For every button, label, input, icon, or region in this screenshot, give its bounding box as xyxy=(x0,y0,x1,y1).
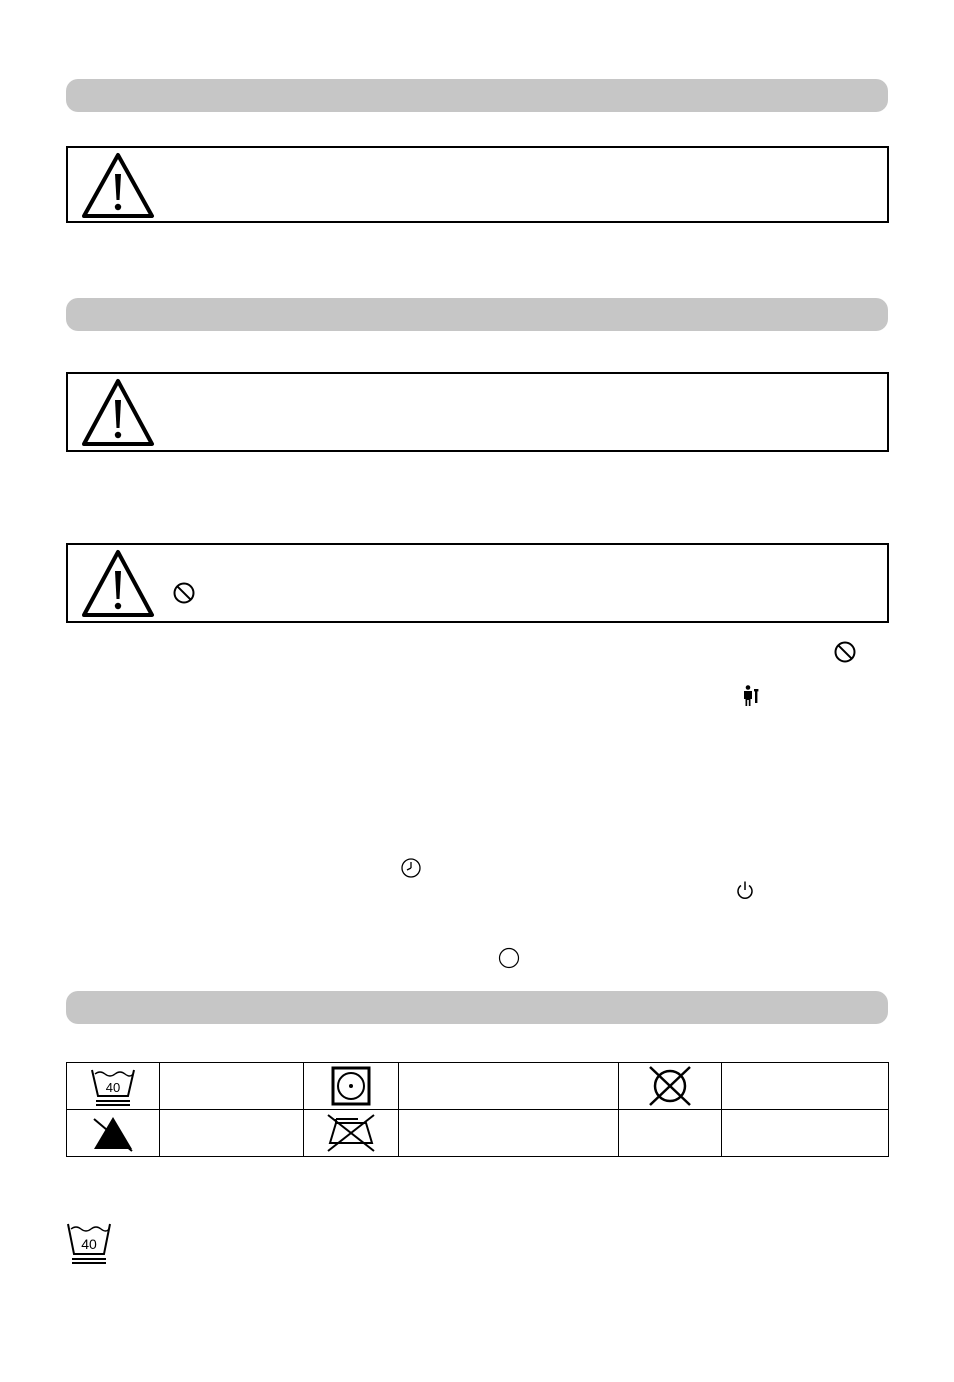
table-row xyxy=(67,1063,889,1110)
tumble-dry-cell xyxy=(304,1063,399,1110)
no-dry-clean-cell xyxy=(619,1063,722,1110)
care-cell-empty xyxy=(619,1110,722,1157)
warning-box-1 xyxy=(66,146,889,223)
wash-40-icon xyxy=(65,1221,113,1265)
wash-40-cell xyxy=(67,1063,160,1110)
section-header-1 xyxy=(66,79,888,112)
wash-temperature-label: 40 xyxy=(105,1080,121,1095)
care-cell-1 xyxy=(160,1063,304,1110)
warning-triangle-icon xyxy=(80,376,156,448)
care-cell-4 xyxy=(160,1110,304,1157)
tumble-dry-icon xyxy=(330,1065,372,1107)
care-symbols-table xyxy=(66,1062,889,1157)
prohibited-icon xyxy=(172,581,196,605)
warning-box-2 xyxy=(66,372,889,452)
table-row xyxy=(67,1110,889,1157)
care-cell-2 xyxy=(399,1063,619,1110)
care-cell-3 xyxy=(722,1063,889,1110)
section-header-2 xyxy=(66,298,888,331)
timer-clock-icon xyxy=(400,857,422,879)
do-not-dry-clean-icon xyxy=(644,1065,696,1107)
warning-triangle-icon xyxy=(80,547,156,619)
circle-off-icon xyxy=(498,947,520,969)
warning-box-3 xyxy=(66,543,889,623)
warning-triangle-icon xyxy=(80,150,156,220)
do-not-iron-icon xyxy=(322,1113,380,1153)
prohibited-icon xyxy=(833,640,857,664)
care-cell-5 xyxy=(399,1110,619,1157)
service-technician-icon xyxy=(743,685,761,707)
bleach-cell xyxy=(67,1110,160,1157)
wash-40-icon xyxy=(88,1066,138,1106)
footer-wash-temperature-label: 40 xyxy=(81,1236,97,1252)
no-iron-cell xyxy=(304,1110,399,1157)
care-cell-6 xyxy=(722,1110,889,1157)
power-icon xyxy=(734,879,756,901)
section-header-3 xyxy=(66,991,888,1024)
bleach-icon xyxy=(90,1113,136,1153)
